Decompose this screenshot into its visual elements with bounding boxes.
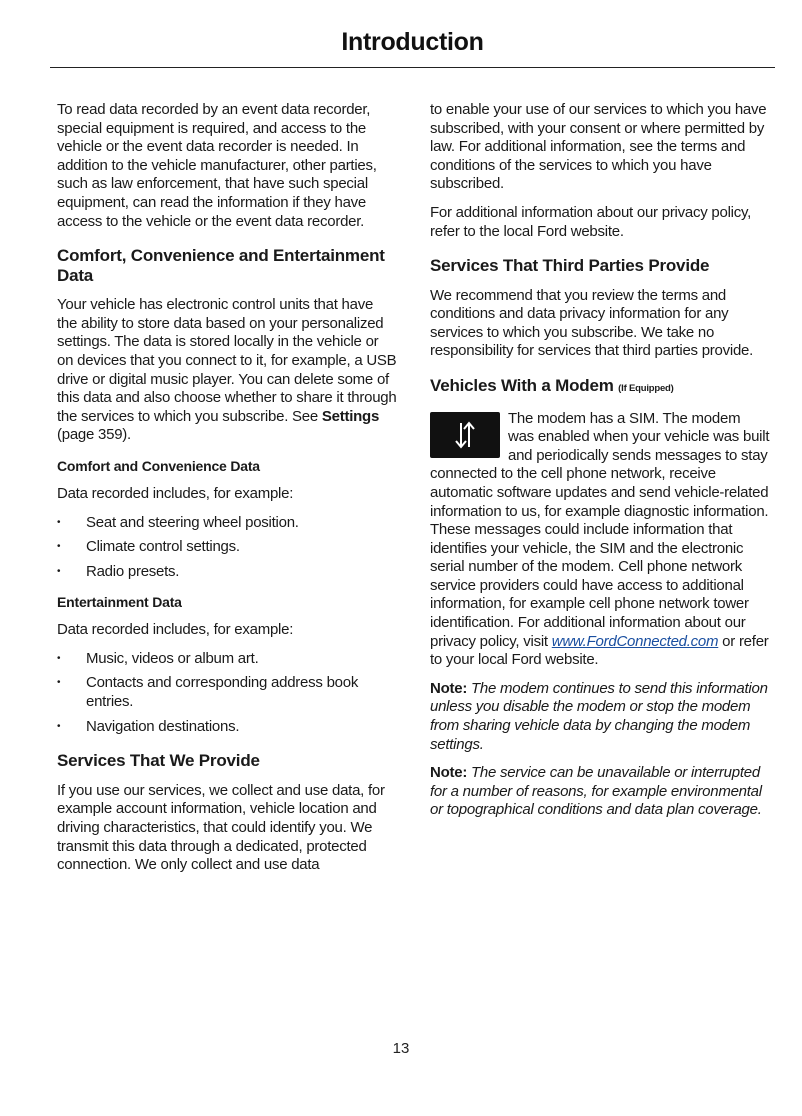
paragraph-modem-text: The modem has a SIM. The modem was enabled when your vehicle was built and periodically sends messages to stay connected to the cell phone network, receive automatic software updates and send vehicle-related information to us, for example diagnostic information. These messages could include information that identifies your vehicle, the SIM and the electronic serial number of the modem. Cell phone network service providers could have access to additional information, for example cell phone network tower identification. For additional information about our privacy policy, visit: [430, 409, 770, 650]
heading-third-parties: Services That Third Parties Provide: [430, 256, 710, 276]
list-entertainment-data: [57, 650, 397, 736]
ford-connected-link[interactable]: www.FordConnected.com: [551, 632, 719, 650]
note-text: The modem continues to send this information unless you disable the modem or stop the modem from sharing vehicle data by changing the modem settings.: [430, 679, 768, 753]
paragraph-services-continued: to enable your use of our services to which you have subscribed, with your consent or where permitted by law. For additional information, see the terms and conditions of the services to which you have subscribed.: [430, 101, 767, 193]
note-paragraph: [430, 764, 770, 820]
page-header: [50, 22, 775, 68]
list-item: • Radio presets.: [57, 563, 397, 582]
heading-vehicles-with-modem: [430, 376, 770, 399]
note-label: Note:: [430, 764, 468, 782]
paragraph-comfort: [57, 296, 397, 445]
list-comfort-data: [57, 514, 397, 582]
right-column: [430, 101, 770, 830]
paragraph-event-recorder: To read data recorded by an event data recorder, special equipment is required, and access to the vehicle or the event data recorder is needed. In addition to the vehicle manufacturer, other parties, such as law enforcement, that have such special equipment, can read the information if they have access to the vehicle or the event data recorder.: [57, 101, 377, 230]
list-item: • Music, videos or album art.: [57, 650, 397, 669]
paragraph-third-parties: We recommend that you review the terms and conditions and data privacy information for any services to which you subscribe. We take no responsibility for services that third parties provide.: [430, 286, 754, 360]
note-modem-sharing: [430, 680, 770, 754]
left-column: [57, 101, 397, 885]
heading-comfort-convenience: Comfort and Convenience Data: [57, 457, 260, 474]
paragraph-privacy: For additional information about our privacy policy, refer to the local Ford website.: [430, 203, 752, 240]
note-service-unavailable: [430, 764, 770, 820]
heading-entertainment-data: Entertainment Data: [57, 594, 182, 611]
note-paragraph: [430, 680, 770, 754]
settings-cross-reference[interactable]: Settings: [321, 407, 380, 425]
list-item: • Climate control settings.: [57, 538, 397, 557]
paragraph-services-we-provide: If you use our services, we collect and use data, for example account information, vehicle location and driving characteristics, that could identify you. We transmit this data through a dedicated, protected connection. We only collect and use data: [57, 781, 385, 874]
note-label: Note:: [430, 679, 468, 697]
list-item: • Contacts and corresponding address book entries.: [57, 674, 397, 711]
paragraph-modem-end: or refer to your local Ford website.: [430, 632, 769, 669]
paragraph-recorded-intro: Data recorded includes, for example:: [57, 621, 294, 639]
page-number: 13: [392, 1040, 410, 1057]
page-reference: (page 359).: [57, 426, 131, 444]
heading-modem-text: Vehicles With a Modem: [430, 376, 614, 396]
note-text: The service can be unavailable or interrupted for a number of reasons, for example environmental or topographical conditions and data plan coverage.: [430, 764, 762, 819]
page-title: Introduction: [341, 28, 484, 56]
paragraph-comfort-text: Your vehicle has electronic control units that have the ability to store data based on your personalized settings. The data is stored locally in the vehicle or on devices that you connect to it, for example, a USB drive or digital music player. You can delete some of this data and also choose whether to share it through the services to which you subscribe. See: [57, 296, 397, 425]
heading-services-we-provide: Services That We Provide: [57, 751, 260, 771]
list-item: • Navigation destinations.: [57, 718, 397, 737]
modem-data-arrows-icon: [430, 412, 500, 458]
paragraph-recorded-intro: Data recorded includes, for example:: [57, 484, 294, 502]
if-equipped-label: (If Equipped): [618, 383, 674, 395]
heading-comfort-entertainment: Comfort, Convenience and Entertainment Data: [57, 246, 385, 285]
list-item: • Seat and steering wheel position.: [57, 514, 397, 533]
modem-arrows-graphic: [452, 420, 478, 450]
